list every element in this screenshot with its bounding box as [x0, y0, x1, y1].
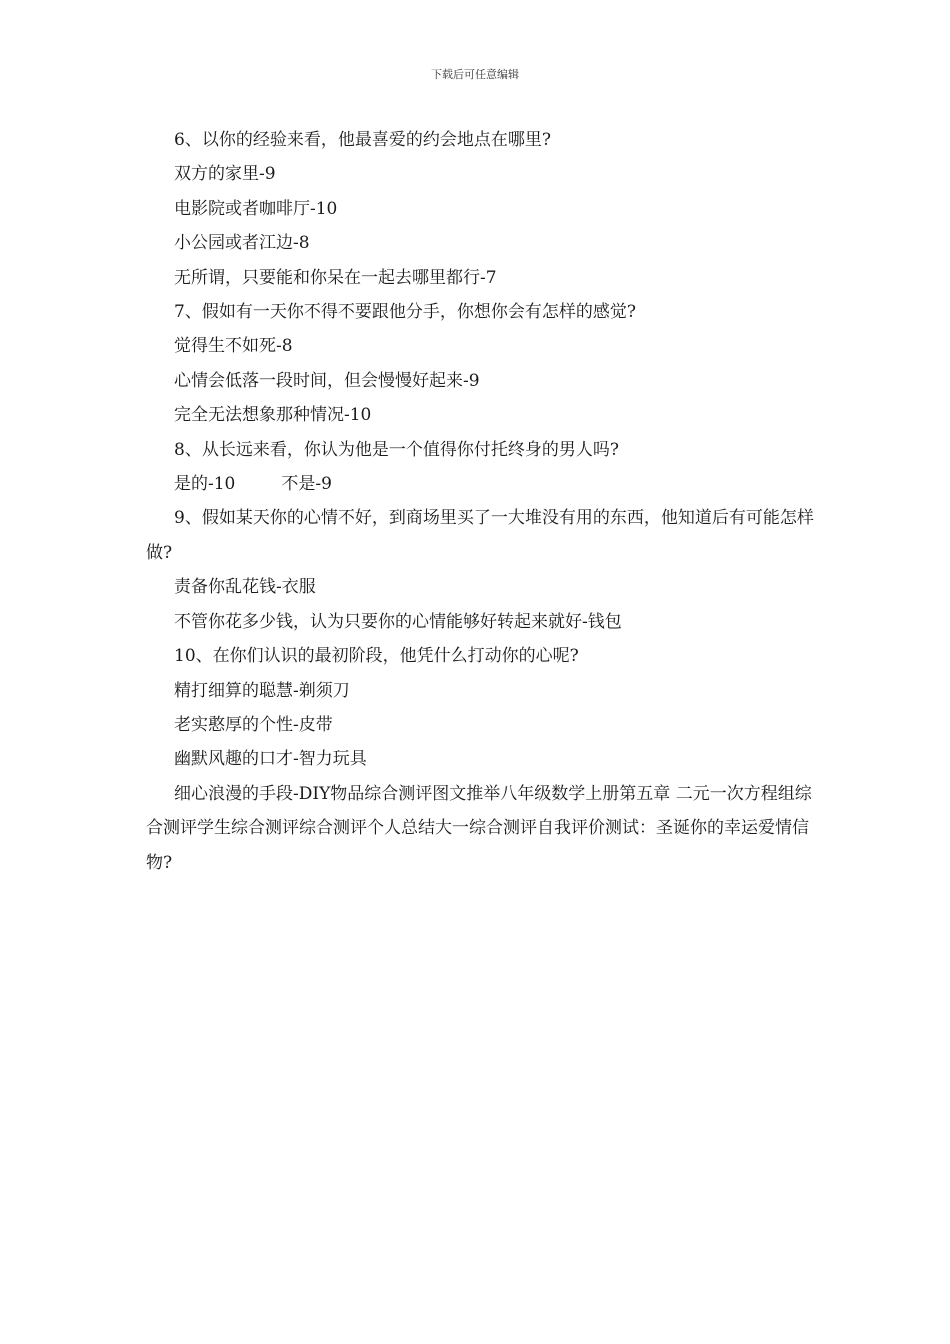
answer-option: 觉得生不如死-8 — [174, 336, 293, 357]
answer-option: 不管你花多少钱，认为只要你的心情能够好转起来就好-钱包 — [174, 611, 622, 632]
page-header: 下载后可任意编辑 — [431, 68, 519, 81]
answer-option: 责备你乱花钱-衣服 — [174, 577, 316, 598]
answer-option: 心情会低落一段时间，但会慢慢好起来-9 — [174, 370, 480, 391]
question-8: 8、从长远来看，你认为他是一个值得你付托终身的男人吗? — [174, 439, 619, 460]
answer-no: 不是-9 — [281, 474, 332, 495]
answer-option: 精打细算的聪慧-剃须刀 — [174, 680, 350, 701]
answer-option: 幽默风趣的口才-智力玩具 — [174, 749, 367, 770]
answer-option: 电影院或者咖啡厅-10 — [174, 198, 338, 219]
question-7: 7、假如有一天你不得不要跟他分手，你想你会有怎样的感觉? — [174, 302, 636, 323]
question-9: 9、假如某天你的心情不好，到商场里买了一大堆没有用的东西，他知道后有可能怎样做? — [146, 508, 814, 563]
document-body — [146, 123, 822, 880]
answer-pair — [146, 467, 822, 501]
answer-option: 双方的家里-9 — [174, 164, 276, 185]
question-6: 6、以你的经验来看，他最喜爱的约会地点在哪里? — [174, 130, 551, 150]
answer-option: 小公园或者江边-8 — [174, 233, 310, 254]
closing-paragraph: 细心浪漫的手段-DIY物品综合测评图文推举八年级数学上册第五章 二元一次方程组综合测评学生综合测评综合测评个人总结大一综合测评自我评价测试：圣诞你的幸运爱情信物? — [146, 783, 812, 873]
answer-yes: 是的-10 — [174, 474, 236, 495]
question-10: 10、在你们认识的最初阶段，他凭什么打动你的心呢? — [174, 646, 579, 667]
answer-option: 无所谓，只要能和你呆在一起去哪里都行-7 — [174, 267, 497, 288]
answer-option: 完全无法想象那种情况-10 — [174, 405, 372, 426]
answer-option: 老实憨厚的个性-皮带 — [174, 714, 333, 735]
